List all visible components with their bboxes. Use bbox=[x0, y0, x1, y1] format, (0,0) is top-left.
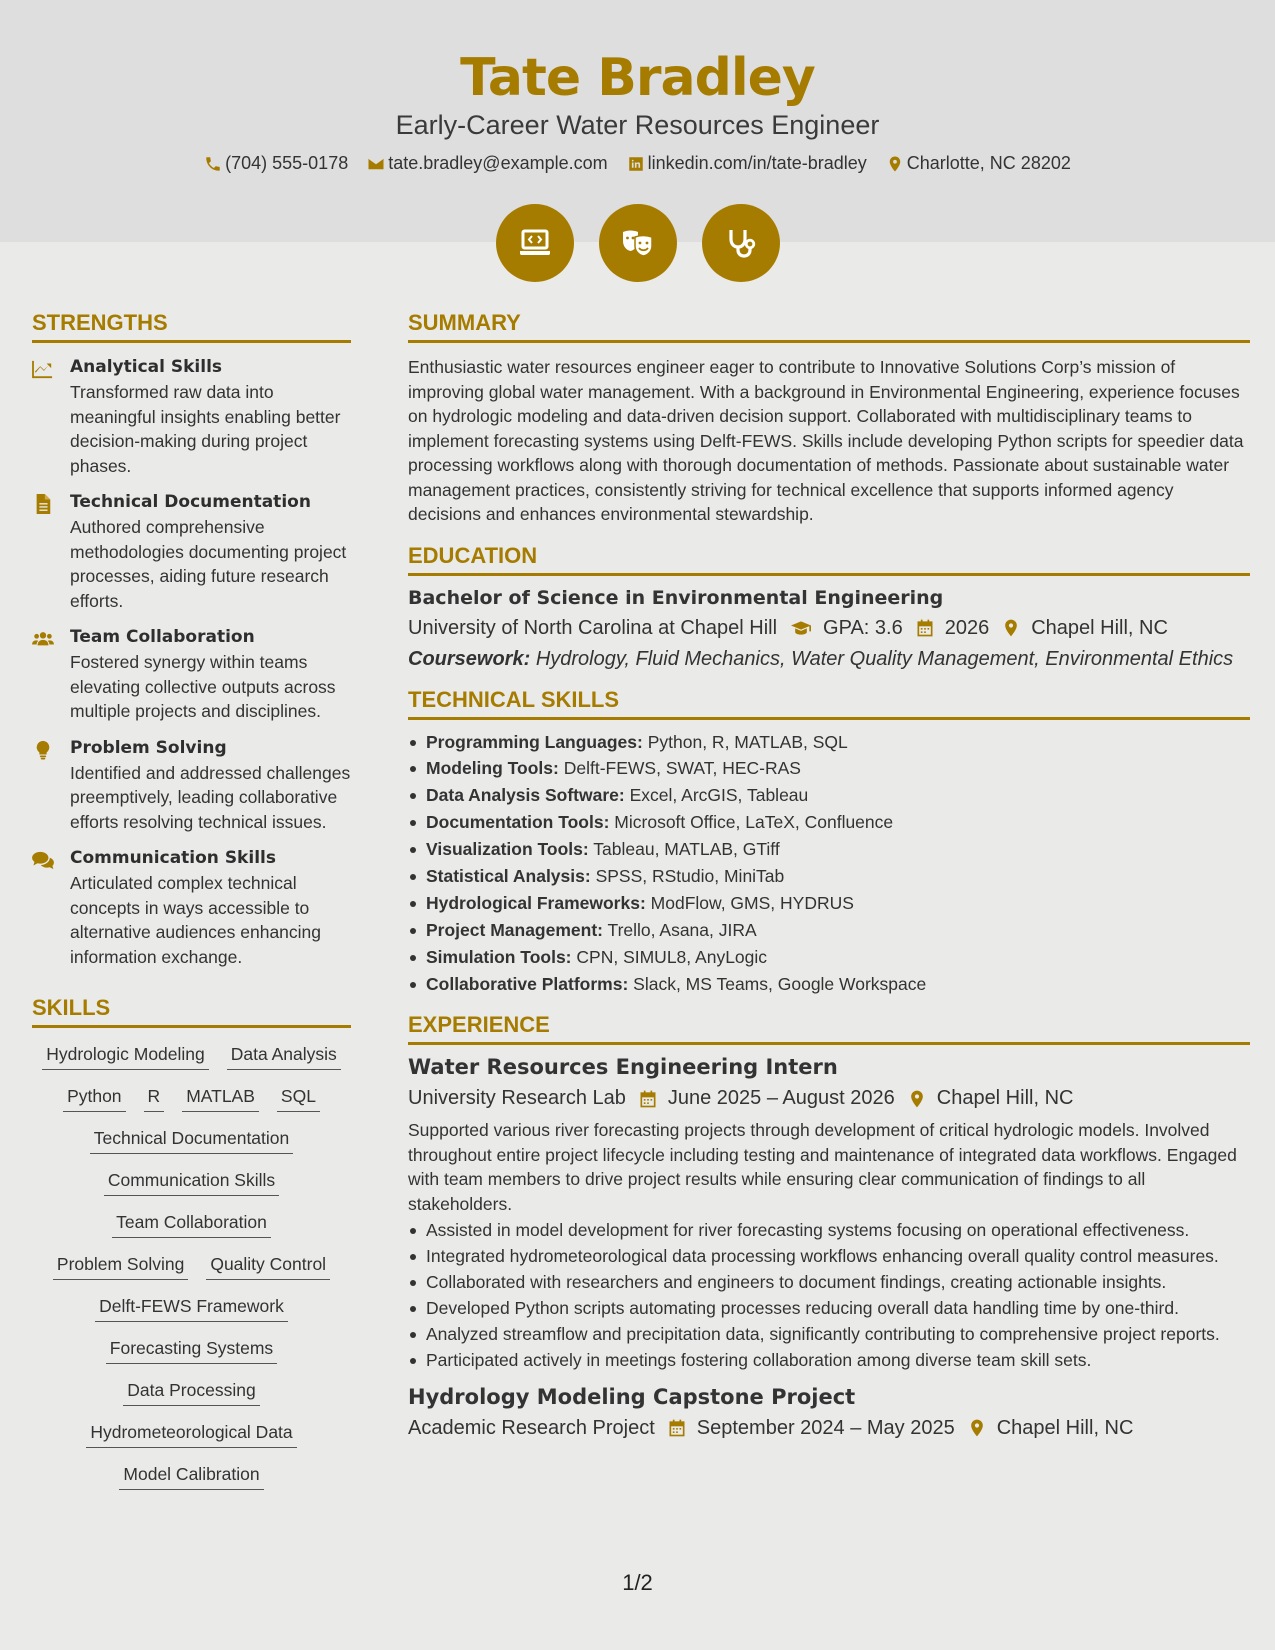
calendar-icon bbox=[915, 618, 935, 638]
laptop-code-icon bbox=[515, 223, 555, 263]
technical-skill-value: Tableau, MATLAB, GTiff bbox=[593, 839, 780, 860]
summary-text: Enthusiastic water resources engineer eager to contribute to Innovative Solutions Corp’s mission of improving global water management. With a background in Environmental Engineering, experience focuses on hydrologic modeling and data-driven decision support. Collaborated with multidisciplinary teams to implement forecasting systems using Delft-FEWS. Skills include developing Python scripts for speedier data processing workflows along with thorough documentation of methods. Passionate about sustainable water management practices, consistently striving for technical excellence that supports informed agency decisions and enhances environmental stewardship. bbox=[408, 357, 1244, 524]
job-title: Hydrology Modeling Capstone Project bbox=[408, 1384, 856, 1409]
education-heading: EDUCATION bbox=[408, 543, 1250, 576]
skills-heading: SKILLS bbox=[32, 995, 351, 1028]
job-org: Academic Research Project bbox=[408, 1416, 655, 1439]
job-meta bbox=[408, 1087, 1250, 1110]
degree-title: Bachelor of Science in Environmental Engineering bbox=[408, 586, 944, 609]
skill-tag: Problem Solving bbox=[53, 1254, 188, 1280]
job-bullet: Assisted in model development for river forecasting systems focusing on operational effectiveness. bbox=[408, 1218, 1250, 1243]
experience-heading: EXPERIENCE bbox=[408, 1012, 1250, 1045]
technical-skill-label: Documentation Tools: bbox=[426, 812, 610, 833]
skill-tag: Data Processing bbox=[123, 1380, 259, 1406]
job-org: University Research Lab bbox=[408, 1087, 626, 1110]
technical-skills-heading: TECHNICAL SKILLS bbox=[408, 687, 1250, 720]
coursework-line bbox=[408, 648, 1250, 671]
right-column bbox=[408, 310, 1250, 1440]
skill-tag: Model Calibration bbox=[119, 1464, 263, 1490]
map-pin-icon bbox=[967, 1418, 987, 1438]
coursework-list: Hydrology, Fluid Mechanics, Water Quality Management, Environmental Ethics bbox=[535, 647, 1234, 670]
envelope-icon bbox=[367, 155, 385, 173]
job-location: Chapel Hill, NC bbox=[936, 1087, 1074, 1110]
skill-row bbox=[32, 1128, 351, 1154]
strength-item bbox=[32, 357, 351, 478]
skill-row bbox=[32, 1296, 351, 1322]
job-bullet: Participated actively in meetings fostering collaboration among diverse team skill sets. bbox=[408, 1348, 1250, 1373]
skill-row bbox=[32, 1422, 351, 1448]
contact-email[interactable] bbox=[367, 153, 607, 174]
job-bullet: Collaborated with researchers and engineers to document findings, creating actionable insights. bbox=[408, 1270, 1250, 1295]
strength-title: Problem Solving bbox=[70, 737, 227, 758]
technical-skill-label: Programming Languages: bbox=[426, 731, 643, 752]
technical-skill-item bbox=[408, 730, 1250, 755]
comments-icon bbox=[32, 850, 54, 870]
map-pin-icon bbox=[1001, 618, 1021, 638]
technical-skill-label: Collaborative Platforms: bbox=[426, 973, 629, 994]
strength-text: Authored comprehensive methodologies documenting project processes, aiding future research efforts. bbox=[70, 517, 347, 611]
technical-skill-label: Hydrological Frameworks: bbox=[426, 892, 646, 913]
skill-row bbox=[32, 1044, 351, 1070]
job-location: Chapel Hill, NC bbox=[996, 1416, 1134, 1439]
coursework-label: Coursework: bbox=[408, 647, 531, 670]
candidate-title: Early-Career Water Resources Engineer bbox=[395, 110, 880, 140]
strength-item bbox=[32, 627, 351, 724]
strength-item bbox=[32, 738, 351, 835]
skill-tag: Team Collaboration bbox=[112, 1212, 271, 1238]
candidate-name: Tate Bradley bbox=[460, 48, 815, 108]
phone-text: (704) 555-0178 bbox=[225, 153, 349, 173]
stethoscope-icon bbox=[721, 223, 761, 263]
strength-text: Fostered synergy within teams elevating collective outputs across multiple projects and disciplines. bbox=[70, 652, 336, 721]
technical-skills-list bbox=[408, 730, 1250, 997]
education-meta bbox=[408, 617, 1250, 640]
skills-list bbox=[32, 1044, 351, 1490]
strength-text: Identified and addressed challenges preemptively, leading collaborative efforts resolving technical issues. bbox=[70, 762, 351, 832]
technical-skill-label: Project Management: bbox=[426, 919, 603, 940]
technical-skill-value: Slack, MS Teams, Google Workspace bbox=[633, 973, 927, 994]
skill-row bbox=[32, 1170, 351, 1196]
linkedin-text: linkedin.com/in/tate-bradley bbox=[647, 153, 867, 173]
stethoscope-circle bbox=[702, 204, 780, 282]
technical-skill-value: CPN, SIMUL8, AnyLogic bbox=[576, 946, 768, 967]
skill-tag: Delft-FEWS Framework bbox=[95, 1296, 288, 1322]
theater-masks-icon bbox=[618, 223, 658, 263]
contact-phone[interactable] bbox=[204, 153, 348, 174]
strength-title: Communication Skills bbox=[70, 848, 276, 868]
calendar-icon bbox=[638, 1089, 658, 1109]
strength-item bbox=[32, 848, 351, 969]
contact-location bbox=[886, 153, 1071, 174]
job-dates: September 2024 – May 2025 bbox=[696, 1416, 955, 1439]
users-icon bbox=[32, 629, 54, 649]
skill-row bbox=[32, 1380, 351, 1406]
linkedin-icon bbox=[627, 155, 645, 173]
technical-skill-item bbox=[408, 864, 1250, 889]
technical-skill-item bbox=[408, 810, 1250, 835]
skill-row bbox=[32, 1338, 351, 1364]
skill-tag: Forecasting Systems bbox=[106, 1338, 277, 1364]
job-bullet: Integrated hydrometeorological data processing workflows enhancing overall quality control measures. bbox=[408, 1244, 1250, 1269]
technical-skill-label: Statistical Analysis: bbox=[426, 865, 591, 886]
interest-icons bbox=[0, 204, 1275, 282]
technical-skill-value: Microsoft Office, LaTeX, Confluence bbox=[614, 812, 894, 833]
map-pin-icon bbox=[907, 1089, 927, 1109]
job-description: Supported various river forecasting projects through development of critical hydrologic models. Involved throughout entire project lifecycle including testing and maintenance of integrated data workflows. Engaged with team members to drive project results while ensuring clear communication of findings to all stakeholders. bbox=[408, 1120, 1237, 1214]
skill-tag: Technical Documentation bbox=[90, 1128, 294, 1154]
skill-row bbox=[32, 1254, 351, 1280]
strength-title: Analytical Skills bbox=[70, 357, 223, 377]
technical-skill-label: Modeling Tools: bbox=[426, 758, 559, 779]
skill-tag: Data Analysis bbox=[227, 1044, 341, 1070]
job-bullet: Developed Python scripts automating processes reducing overall data handling time by one-third. bbox=[408, 1296, 1250, 1321]
technical-skill-label: Visualization Tools: bbox=[426, 839, 589, 860]
strength-title: Team Collaboration bbox=[70, 627, 255, 647]
skill-tag: Quality Control bbox=[206, 1254, 330, 1280]
technical-skill-value: Python, R, MATLAB, SQL bbox=[647, 731, 848, 752]
location-text: Charlotte, NC 28202 bbox=[906, 153, 1071, 173]
summary-heading: SUMMARY bbox=[408, 310, 1250, 343]
left-column bbox=[32, 310, 351, 1490]
technical-skill-value: Delft-FEWS, SWAT, HEC-RAS bbox=[563, 758, 801, 779]
job-bullet: Analyzed streamflow and precipitation data, significantly contributing to comprehensive project reports. bbox=[408, 1322, 1250, 1347]
graduation-cap-icon bbox=[789, 618, 813, 638]
education-location: Chapel Hill, NC bbox=[1031, 616, 1168, 639]
document-icon bbox=[32, 494, 54, 514]
technical-skill-value: ModFlow, GMS, HYDRUS bbox=[650, 892, 854, 913]
skill-row bbox=[32, 1464, 351, 1490]
job-title: Water Resources Engineering Intern bbox=[408, 1055, 838, 1080]
technical-skill-value: Excel, ArcGIS, Tableau bbox=[629, 785, 809, 806]
job-meta bbox=[408, 1417, 1250, 1440]
skill-row bbox=[32, 1086, 351, 1112]
strength-text: Articulated complex technical concepts in ways accessible to alternative audiences enhancing information exchange. bbox=[70, 873, 322, 967]
technical-skill-label: Simulation Tools: bbox=[426, 946, 572, 967]
skill-tag: Hydrometeorological Data bbox=[86, 1422, 296, 1448]
phone-icon bbox=[204, 155, 222, 173]
email-text: tate.bradley@example.com bbox=[388, 153, 608, 173]
graduation-year: 2026 bbox=[944, 616, 990, 639]
strength-text: Transformed raw data into meaningful insights enabling better decision-making during project phases. bbox=[70, 382, 341, 476]
job-dates: June 2025 – August 2026 bbox=[667, 1087, 895, 1110]
technical-skill-item bbox=[408, 756, 1250, 781]
contact-linkedin[interactable] bbox=[627, 153, 867, 174]
gpa-text: GPA: 3.6 bbox=[823, 616, 903, 639]
strength-title: Technical Documentation bbox=[70, 492, 311, 512]
skill-tag: Communication Skills bbox=[104, 1170, 279, 1196]
calendar-icon bbox=[667, 1418, 687, 1438]
technical-skill-item bbox=[408, 837, 1250, 862]
contact-bar bbox=[0, 153, 1275, 178]
technical-skill-item bbox=[408, 945, 1250, 970]
technical-skill-label: Data Analysis Software: bbox=[426, 785, 625, 806]
technical-skill-value: SPSS, RStudio, MiniTab bbox=[595, 865, 785, 886]
strengths-heading: STRENGTHS bbox=[32, 310, 351, 343]
school-name: University of North Carolina at Chapel Hill bbox=[408, 616, 778, 639]
theater-masks-circle bbox=[599, 204, 677, 282]
strength-item bbox=[32, 492, 351, 613]
technical-skill-item bbox=[408, 972, 1250, 997]
skill-tag: R bbox=[144, 1086, 165, 1112]
map-pin-icon bbox=[886, 155, 904, 173]
technical-skill-item bbox=[408, 891, 1250, 916]
lightbulb-icon bbox=[32, 740, 54, 760]
skill-tag: SQL bbox=[277, 1086, 320, 1112]
chart-line-icon bbox=[32, 359, 54, 379]
technical-skill-item bbox=[408, 918, 1250, 943]
job-bullets bbox=[408, 1218, 1250, 1373]
technical-skill-item bbox=[408, 783, 1250, 808]
skill-tag: Python bbox=[63, 1086, 125, 1112]
technical-skill-value: Trello, Asana, JIRA bbox=[607, 919, 757, 940]
page-number: 1/2 bbox=[622, 1570, 653, 1595]
skill-tag: Hydrologic Modeling bbox=[42, 1044, 209, 1070]
laptop-code-circle bbox=[496, 204, 574, 282]
skill-tag: MATLAB bbox=[182, 1086, 259, 1112]
skill-row bbox=[32, 1212, 351, 1238]
